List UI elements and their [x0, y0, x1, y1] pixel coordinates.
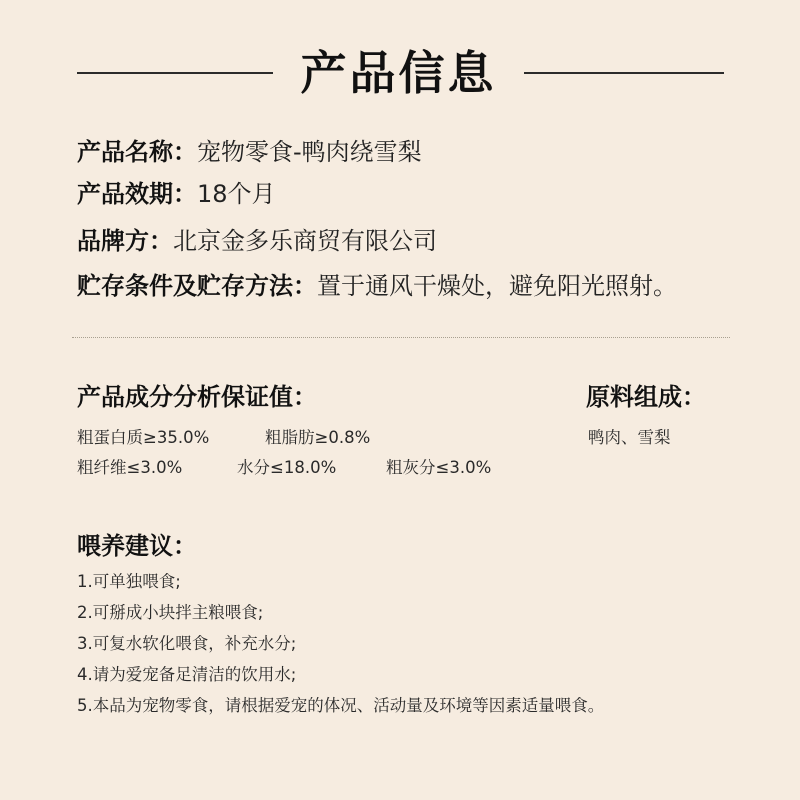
analysis-heading: 产品成分分析保证值：: [77, 383, 317, 411]
info-row-shelf-life: [77, 178, 276, 210]
title-divider-right: [524, 72, 724, 74]
feeding-item: 3.可复水软化喂食，补充水分;: [77, 634, 297, 653]
title-divider-left: [77, 72, 273, 74]
info-label: 品牌方：: [77, 227, 173, 255]
info-row-storage: [77, 270, 677, 302]
ingredients-heading: 原料组成：: [586, 383, 706, 411]
info-row-product-name: [77, 136, 422, 168]
analysis-item-crude-protein: 粗蛋白质≥35.0%: [77, 428, 210, 447]
info-value: 18个月: [197, 180, 276, 208]
info-label: 贮存条件及贮存方法：: [77, 272, 317, 300]
analysis-item-crude-fiber: 粗纤维≤3.0%: [77, 458, 183, 477]
info-row-brand: [77, 225, 437, 257]
info-value: 宠物零食-鸭肉绕雪梨: [197, 138, 422, 166]
page-title: 产品信息: [300, 46, 497, 100]
feeding-item: 4.请为爱宠备足清洁的饮用水;: [77, 665, 297, 684]
ingredients-value: 鸭肉、雪梨: [588, 428, 671, 447]
feeding-item: 1.可单独喂食;: [77, 572, 181, 591]
info-value: 北京金多乐商贸有限公司: [173, 227, 437, 255]
analysis-item-crude-ash: 粗灰分≤3.0%: [386, 458, 492, 477]
section-divider: [72, 337, 730, 338]
info-label: 产品名称：: [77, 138, 197, 166]
info-label: 产品效期：: [77, 180, 197, 208]
info-value: 置于通风干燥处，避免阳光照射。: [317, 272, 677, 300]
analysis-item-moisture: 水分≤18.0%: [237, 458, 337, 477]
title-row: [0, 38, 800, 108]
feeding-heading: 喂养建议：: [77, 532, 197, 560]
analysis-item-crude-fat: 粗脂肪≥0.8%: [265, 428, 371, 447]
feeding-item: 5.本品为宠物零食，请根据爱宠的体况、活动量及环境等因素适量喂食。: [77, 696, 605, 715]
feeding-item: 2.可掰成小块拌主粮喂食;: [77, 603, 264, 622]
